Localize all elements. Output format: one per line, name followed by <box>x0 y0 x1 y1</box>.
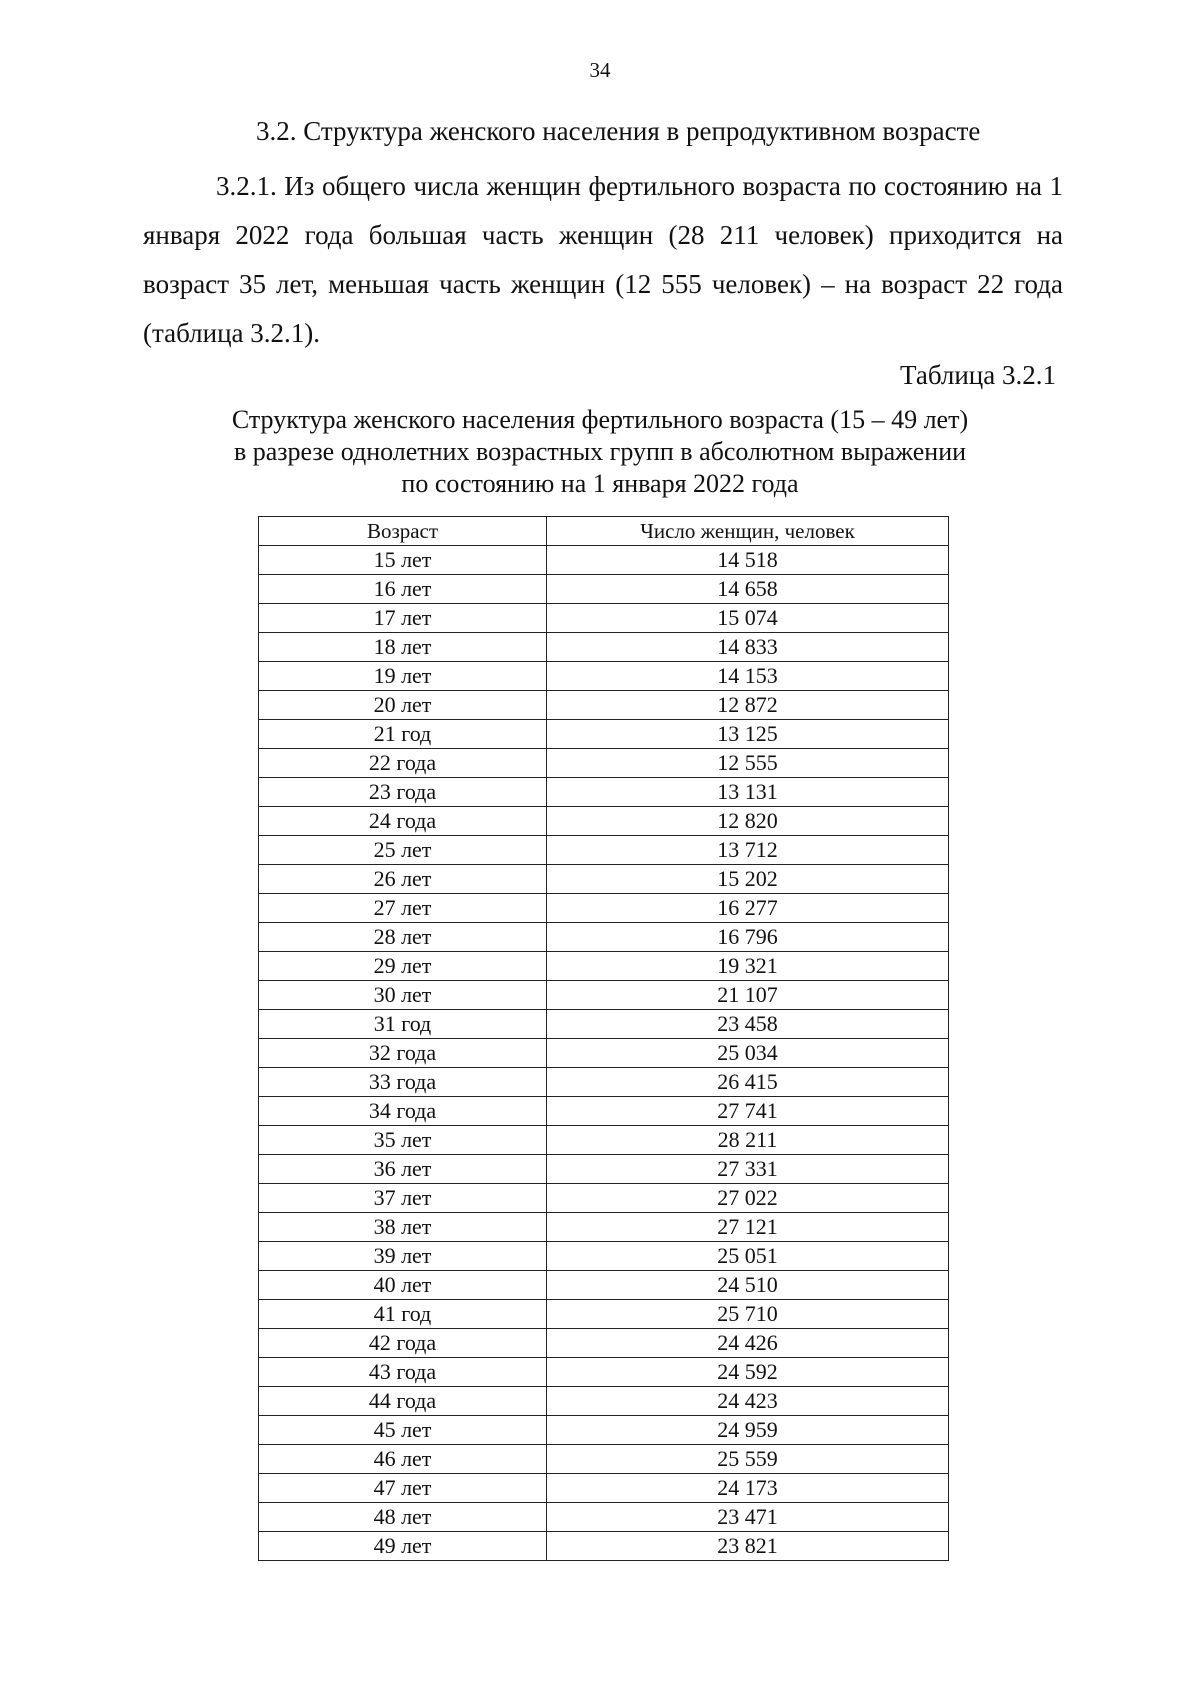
table-row <box>259 1445 949 1474</box>
count-cell: 16 277 <box>547 894 949 923</box>
table-row <box>259 749 949 778</box>
table-body <box>259 546 949 1561</box>
age-cell: 49 лет <box>259 1532 547 1561</box>
count-cell: 25 034 <box>547 1039 949 1068</box>
age-cell: 18 лет <box>259 633 547 662</box>
column-header-count: Число женщин, человек <box>547 517 949 546</box>
age-cell: 48 лет <box>259 1503 547 1532</box>
table-row <box>259 1474 949 1503</box>
age-cell: 33 года <box>259 1068 547 1097</box>
age-cell: 34 года <box>259 1097 547 1126</box>
age-cell: 42 года <box>259 1329 547 1358</box>
age-cell: 27 лет <box>259 894 547 923</box>
age-cell: 24 года <box>259 807 547 836</box>
age-cell: 44 года <box>259 1387 547 1416</box>
age-cell: 15 лет <box>259 546 547 575</box>
age-cell: 16 лет <box>259 575 547 604</box>
table-row <box>259 865 949 894</box>
table-row <box>259 691 949 720</box>
table-row <box>259 1416 949 1445</box>
count-cell: 14 518 <box>547 546 949 575</box>
table-header-row <box>259 517 949 546</box>
age-cell: 36 лет <box>259 1155 547 1184</box>
table-caption-line: в разрезе однолетних возрастных групп в абсолютном выражении <box>233 437 967 466</box>
table-row <box>259 981 949 1010</box>
table-row <box>259 1532 949 1561</box>
age-cell: 32 года <box>259 1039 547 1068</box>
table-row <box>259 836 949 865</box>
table-row <box>259 1300 949 1329</box>
count-cell: 23 458 <box>547 1010 949 1039</box>
column-header-age: Возраст <box>259 517 547 546</box>
table-row <box>259 575 949 604</box>
table-row <box>259 1184 949 1213</box>
count-cell: 27 331 <box>547 1155 949 1184</box>
age-cell: 38 лет <box>259 1213 547 1242</box>
age-cell: 17 лет <box>259 604 547 633</box>
table-row <box>259 720 949 749</box>
count-cell: 24 423 <box>547 1387 949 1416</box>
table-row <box>259 546 949 575</box>
table-row <box>259 923 949 952</box>
table-row <box>259 807 949 836</box>
age-cell: 29 лет <box>259 952 547 981</box>
age-cell: 39 лет <box>259 1242 547 1271</box>
count-cell: 27 121 <box>547 1213 949 1242</box>
table-row <box>259 1242 949 1271</box>
table-row <box>259 778 949 807</box>
count-cell: 27 741 <box>547 1097 949 1126</box>
count-cell: 21 107 <box>547 981 949 1010</box>
count-cell: 12 872 <box>547 691 949 720</box>
count-cell: 24 510 <box>547 1271 949 1300</box>
table-row <box>259 1097 949 1126</box>
table-row <box>259 1387 949 1416</box>
age-cell: 31 год <box>259 1010 547 1039</box>
count-cell: 24 592 <box>547 1358 949 1387</box>
age-cell: 26 лет <box>259 865 547 894</box>
table-row <box>259 1329 949 1358</box>
age-distribution-table <box>258 516 949 1561</box>
count-cell: 14 658 <box>547 575 949 604</box>
table-row <box>259 1068 949 1097</box>
table-row <box>259 1503 949 1532</box>
age-cell: 21 год <box>259 720 547 749</box>
count-cell: 15 074 <box>547 604 949 633</box>
count-cell: 25 710 <box>547 1300 949 1329</box>
table-row <box>259 633 949 662</box>
age-cell: 45 лет <box>259 1416 547 1445</box>
age-cell: 41 год <box>259 1300 547 1329</box>
age-cell: 37 лет <box>259 1184 547 1213</box>
age-cell: 23 года <box>259 778 547 807</box>
age-cell: 43 года <box>259 1358 547 1387</box>
table-row <box>259 1358 949 1387</box>
table-row <box>259 894 949 923</box>
age-cell: 46 лет <box>259 1445 547 1474</box>
table-row <box>259 604 949 633</box>
age-cell: 25 лет <box>259 836 547 865</box>
count-cell: 12 820 <box>547 807 949 836</box>
count-cell: 23 821 <box>547 1532 949 1561</box>
table-row <box>259 1126 949 1155</box>
count-cell: 19 321 <box>547 952 949 981</box>
count-cell: 24 959 <box>547 1416 949 1445</box>
count-cell: 14 153 <box>547 662 949 691</box>
count-cell: 13 125 <box>547 720 949 749</box>
table-caption-line: Структура женского населения фертильного возраста (15 – 49 лет) <box>231 405 969 434</box>
table-caption <box>0 404 1200 500</box>
age-cell: 20 лет <box>259 691 547 720</box>
count-cell: 25 051 <box>547 1242 949 1271</box>
age-cell: 19 лет <box>259 662 547 691</box>
count-cell: 25 559 <box>547 1445 949 1474</box>
age-cell: 28 лет <box>259 923 547 952</box>
table-row <box>259 1271 949 1300</box>
count-cell: 24 173 <box>547 1474 949 1503</box>
count-cell: 14 833 <box>547 633 949 662</box>
age-cell: 47 лет <box>259 1474 547 1503</box>
count-cell: 26 415 <box>547 1068 949 1097</box>
table-row <box>259 1155 949 1184</box>
table-caption-line: по состоянию на 1 января 2022 года <box>401 469 799 498</box>
age-cell: 40 лет <box>259 1271 547 1300</box>
body-paragraph: 3.2.1. Из общего числа женщин фертильного возраста по состоянию на 1 января 2022 года большая часть женщин (28 211 человек) приходится на возраст 35 лет, меньшая часть женщин (12 555 человек) – на возраст 22 года (таблица 3.2.1). <box>143 171 1063 348</box>
count-cell: 27 022 <box>547 1184 949 1213</box>
count-cell: 13 131 <box>547 778 949 807</box>
table-row <box>259 662 949 691</box>
table-row <box>259 952 949 981</box>
table-label: Таблица 3.2.1 <box>900 360 1056 390</box>
page-number: 34 <box>589 58 611 82</box>
age-cell: 35 лет <box>259 1126 547 1155</box>
table-row <box>259 1010 949 1039</box>
count-cell: 23 471 <box>547 1503 949 1532</box>
table-row <box>259 1213 949 1242</box>
count-cell: 28 211 <box>547 1126 949 1155</box>
count-cell: 13 712 <box>547 836 949 865</box>
count-cell: 24 426 <box>547 1329 949 1358</box>
section-heading: 3.2. Структура женского населения в репродуктивном возрасте <box>256 116 981 146</box>
age-cell: 30 лет <box>259 981 547 1010</box>
count-cell: 12 555 <box>547 749 949 778</box>
table-row <box>259 1039 949 1068</box>
age-cell: 22 года <box>259 749 547 778</box>
count-cell: 15 202 <box>547 865 949 894</box>
count-cell: 16 796 <box>547 923 949 952</box>
